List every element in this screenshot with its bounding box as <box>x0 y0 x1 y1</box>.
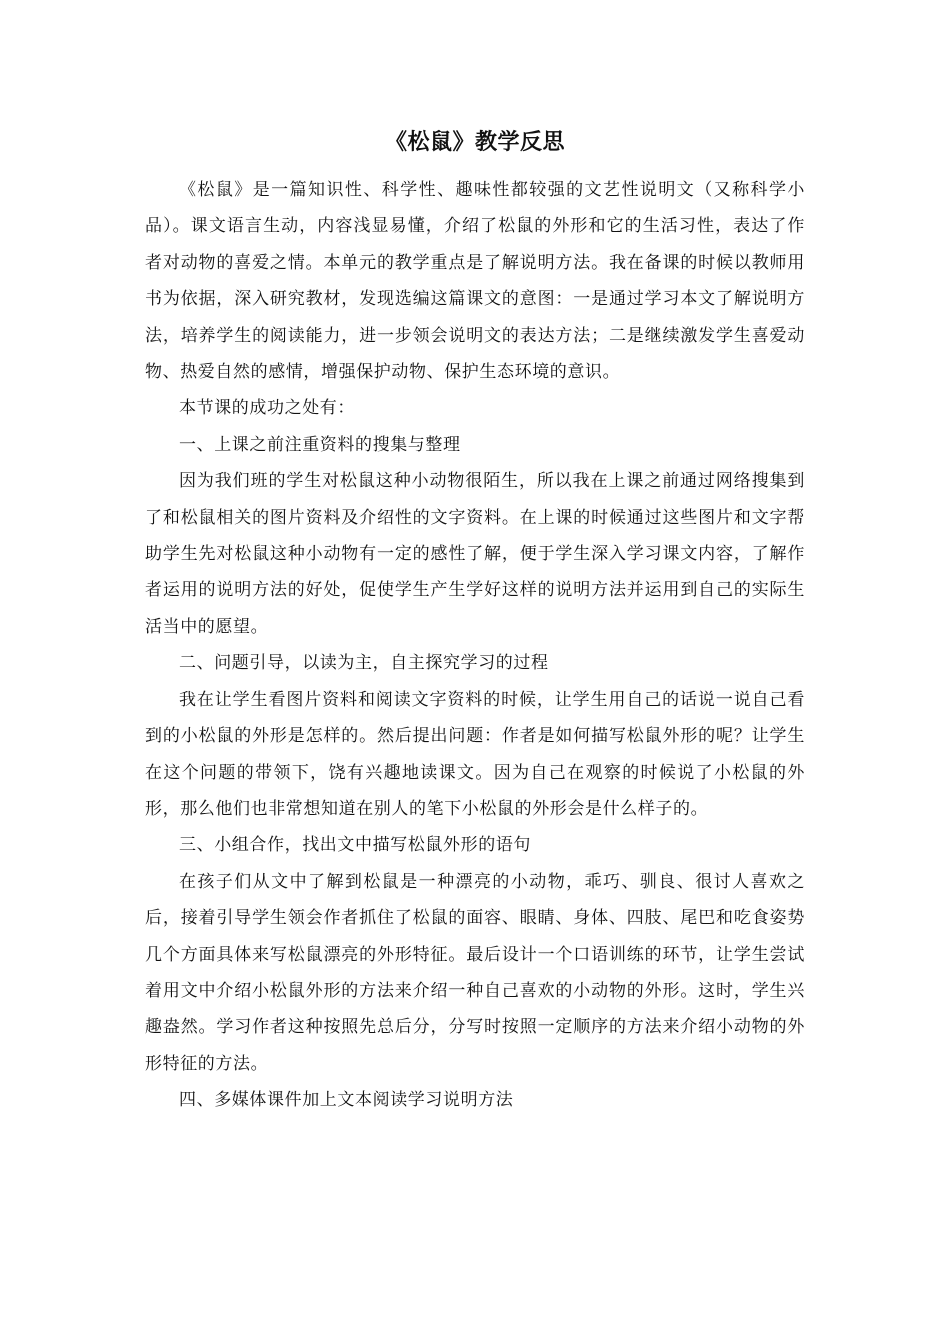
section-heading-three: 三、小组合作，找出文中描写松鼠外形的语句 <box>179 835 531 856</box>
section-two-paragraph: 我在让学生看图片资料和阅读文字资料的时候，让学生用自己的话说一说自己看到的小松鼠的外形是怎样的。然后提出问题：作者是如何描写松鼠外形的呢？让学生在这个问题的带领下，饶有兴趣地读课文。因为自己在观察的时候说了小松鼠的外形，那么他们也非常想知道在别人的笔下小松鼠的外形会是什么样子的。 <box>145 689 805 819</box>
section-heading-two: 二、问题引导，以读为主，自主探究学习的过程 <box>179 653 549 674</box>
success-intro-paragraph: 本节课的成功之处有： <box>179 398 355 419</box>
section-one-paragraph: 因为我们班的学生对松鼠这种小动物很陌生，所以我在上课之前通过网络搜集到了和松鼠相关的图片资料及介绍性的文字资料。在上课的时候通过这些图片和文字帮助学生先对松鼠这种小动物有一定的感性了解，便于学生深入学习课文内容，了解作者运用的说明方法的好处，促使学生产生学好这样的说明方法并运用到自己的实际生活当中的愿望。 <box>145 471 805 637</box>
document-page <box>145 120 805 1119</box>
section-heading-four: 四、多媒体课件加上文本阅读学习说明方法 <box>179 1090 514 1111</box>
intro-paragraph: 《松鼠》是一篇知识性、科学性、趣味性都较强的文艺性说明文（又称科学小品）。课文语言生动，内容浅显易懂，介绍了松鼠的外形和它的生活习性，表达了作者对动物的喜爱之情。本单元的教学重点是了解说明方法。我在备课的时候以教师用书为依据，深入研究教材，发现选编这篇课文的意图：一是通过学习本文了解说明方法，培养学生的阅读能力，进一步领会说明文的表达方法；二是继续激发学生喜爱动物、热爱自然的感情，增强保护动物、保护生态环境的意识。 <box>145 180 805 383</box>
section-heading-one: 一、上课之前注重资料的搜集与整理 <box>179 434 461 455</box>
document-title: 《松鼠》教学反思 <box>384 129 565 155</box>
section-three-paragraph: 在孩子们从文中了解到松鼠是一种漂亮的小动物，乖巧、驯良、很讨人喜欢之后，接着引导学生领会作者抓住了松鼠的面容、眼睛、身体、四肢、尾巴和吃食姿势几个方面具体来写松鼠漂亮的外形特征。最后设计一个口语训练的环节，让学生尝试着用文中介绍小松鼠外形的方法来介绍一种自己喜欢的小动物的外形。这时，学生兴趣盎然。学习作者这种按照先总后分，分写时按照一定顺序的方法来介绍小动物的外形特征的方法。 <box>145 871 805 1074</box>
